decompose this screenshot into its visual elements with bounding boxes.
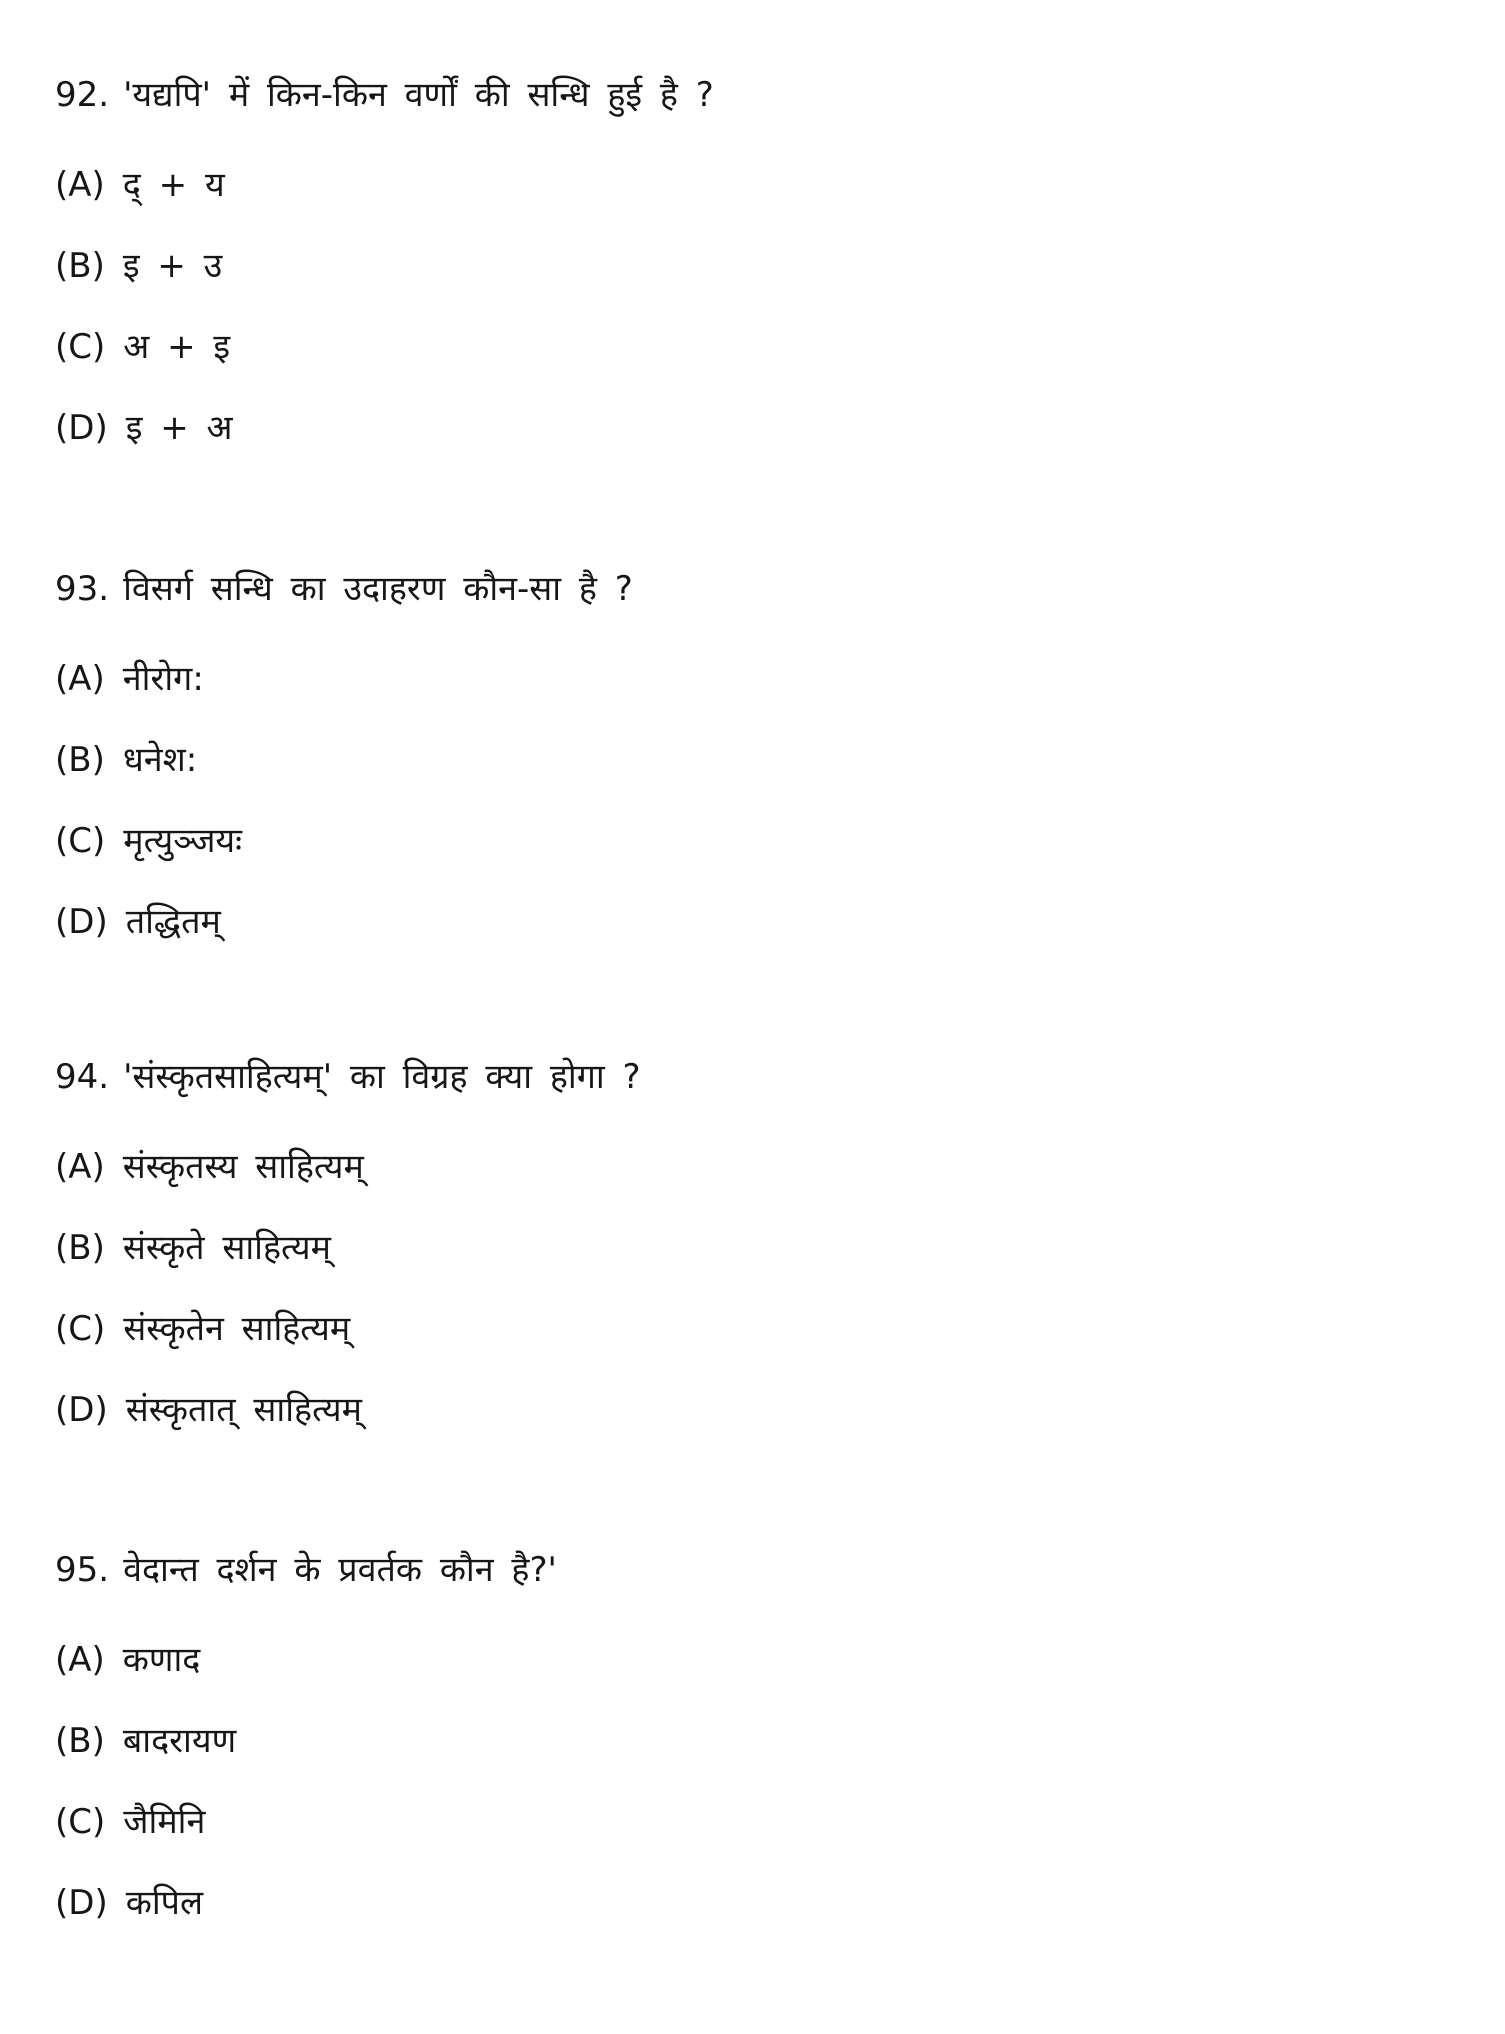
question-row xyxy=(55,564,1475,614)
option-row-c xyxy=(55,1797,1475,1847)
option-row-c xyxy=(55,816,1475,866)
question-text: विसर्ग सन्धि का उदाहरण कौन-सा है ? xyxy=(123,569,633,609)
option-row-a xyxy=(55,1142,1475,1192)
question-row xyxy=(55,70,1475,120)
question-number: 93. xyxy=(55,569,110,609)
option-label: (A) xyxy=(55,1147,105,1187)
question-text: वेदान्त दर्शन के प्रवर्तक कौन है?' xyxy=(123,1550,557,1590)
question-block-95 xyxy=(55,1545,1475,1959)
option-row-d xyxy=(55,403,1475,453)
option-text: बादरायण xyxy=(122,1721,237,1761)
option-text: कपिल xyxy=(125,1883,204,1923)
option-row-a xyxy=(55,160,1475,210)
question-row xyxy=(55,1545,1475,1595)
question-number: 95. xyxy=(55,1550,110,1590)
option-text: धनेश: xyxy=(122,740,198,780)
option-text: इ + उ xyxy=(122,246,223,286)
option-row-b xyxy=(55,1716,1475,1766)
option-text: जैमिनि xyxy=(123,1802,206,1842)
option-label: (B) xyxy=(55,1721,105,1761)
option-text: नीरोग: xyxy=(122,659,204,699)
question-block-93 xyxy=(55,564,1475,978)
option-text: संस्कृतस्य साहित्यम् xyxy=(122,1147,364,1187)
option-label: (B) xyxy=(55,246,105,286)
option-row-a xyxy=(55,1635,1475,1685)
option-row-d xyxy=(55,1878,1475,1928)
question-block-92 xyxy=(55,70,1475,484)
option-row-c xyxy=(55,1304,1475,1354)
option-text: इ + अ xyxy=(125,408,233,448)
option-text: तद्धितम् xyxy=(125,902,221,942)
option-row-b xyxy=(55,735,1475,785)
option-text: संस्कृतेन साहित्यम् xyxy=(123,1309,351,1349)
question-row xyxy=(55,1052,1475,1102)
option-text: कणाद xyxy=(122,1640,201,1680)
option-text: द् + य xyxy=(122,165,225,205)
option-label: (B) xyxy=(55,1228,105,1268)
option-label: (D) xyxy=(55,902,108,942)
question-text: 'यद्यपि' में किन-किन वर्णों की सन्धि हुई है ? xyxy=(123,75,714,115)
question-number: 94. xyxy=(55,1057,110,1097)
option-label: (D) xyxy=(55,408,108,448)
option-text: संस्कृतात् साहित्यम् xyxy=(125,1390,362,1430)
option-row-b xyxy=(55,1223,1475,1273)
option-row-a xyxy=(55,654,1475,704)
option-label: (C) xyxy=(55,1309,106,1349)
option-label: (C) xyxy=(55,327,106,367)
option-label: (D) xyxy=(55,1390,108,1430)
option-label: (C) xyxy=(55,1802,106,1842)
option-label: (D) xyxy=(55,1883,108,1923)
question-text: 'संस्कृतसाहित्यम्' का विग्रह क्या होगा ? xyxy=(123,1057,641,1097)
question-block-94 xyxy=(55,1052,1475,1466)
option-text: अ + इ xyxy=(123,327,231,367)
option-row-c xyxy=(55,322,1475,372)
option-text: संस्कृते साहित्यम् xyxy=(122,1228,331,1268)
option-label: (A) xyxy=(55,1640,105,1680)
option-text: मृत्युञ्जयः xyxy=(123,821,243,861)
question-number: 92. xyxy=(55,75,110,115)
option-label: (A) xyxy=(55,659,105,699)
option-row-d xyxy=(55,1385,1475,1435)
option-label: (B) xyxy=(55,740,105,780)
option-label: (A) xyxy=(55,165,105,205)
option-row-b xyxy=(55,241,1475,291)
option-label: (C) xyxy=(55,821,106,861)
option-row-d xyxy=(55,897,1475,947)
